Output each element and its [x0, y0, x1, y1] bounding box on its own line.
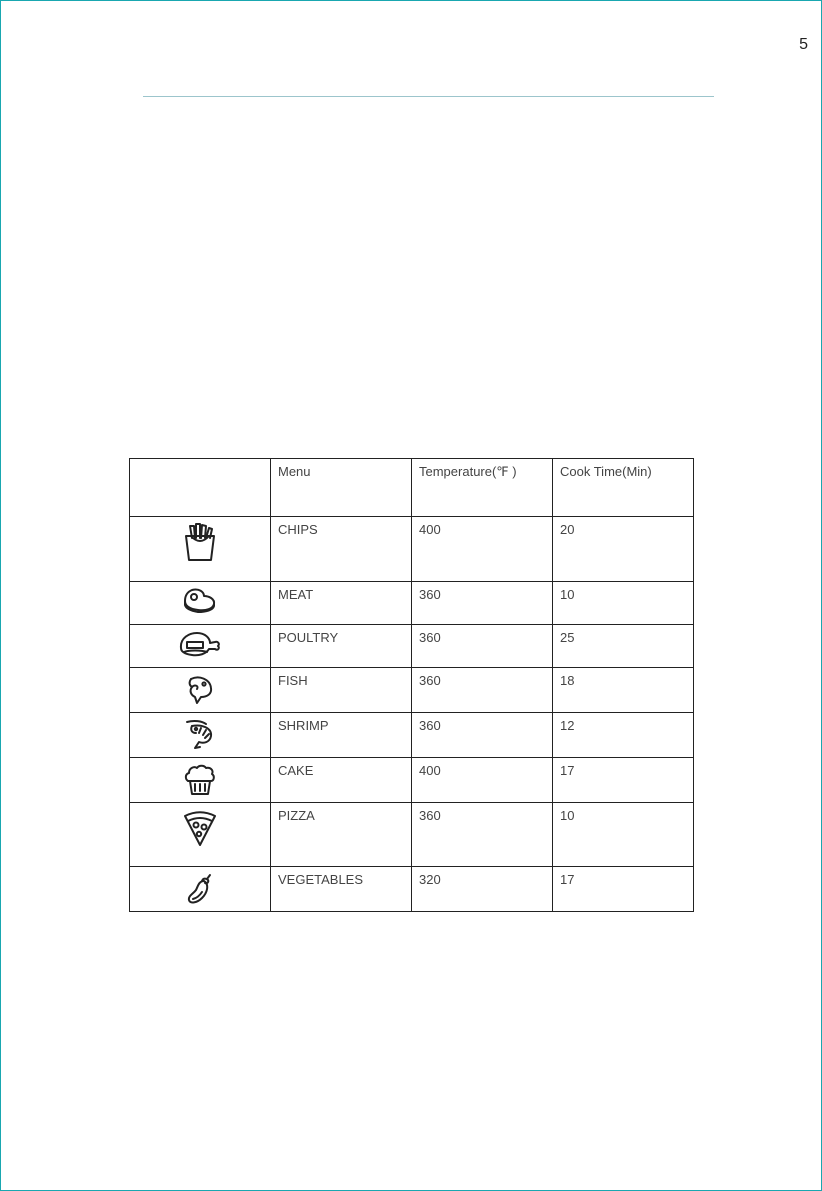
icon-cell	[130, 517, 271, 582]
eggplant-icon	[185, 872, 215, 906]
menu-cell: CAKE	[271, 758, 412, 803]
icon-cell	[130, 713, 271, 758]
page-number: 5	[799, 36, 808, 53]
table-row	[130, 668, 694, 713]
time-cell: 25	[553, 625, 694, 668]
fish-icon	[185, 673, 215, 707]
header-rule	[143, 96, 714, 97]
menu-cell: FISH	[271, 668, 412, 713]
menu-cell: VEGETABLES	[271, 867, 412, 912]
temperature-cell: 400	[412, 517, 553, 582]
table-row	[130, 758, 694, 803]
menu-cell: CHIPS	[271, 517, 412, 582]
header-menu: Menu	[271, 459, 412, 517]
temperature-cell: 360	[412, 803, 553, 867]
french-fries-icon	[183, 522, 217, 562]
table-row	[130, 625, 694, 668]
table-row	[130, 517, 694, 582]
table-row	[130, 713, 694, 758]
shrimp-icon	[184, 718, 216, 752]
icon-cell	[130, 867, 271, 912]
temperature-cell: 400	[412, 758, 553, 803]
time-cell: 10	[553, 582, 694, 625]
time-cell: 17	[553, 867, 694, 912]
menu-cell: PIZZA	[271, 803, 412, 867]
temperature-cell: 360	[412, 713, 553, 758]
icon-cell	[130, 625, 271, 668]
menu-cell: SHRIMP	[271, 713, 412, 758]
icon-cell	[130, 758, 271, 803]
menu-cell: MEAT	[271, 582, 412, 625]
icon-cell	[130, 582, 271, 625]
steak-icon	[182, 587, 218, 613]
temperature-cell: 360	[412, 582, 553, 625]
time-cell: 18	[553, 668, 694, 713]
temperature-cell: 360	[412, 625, 553, 668]
roast-chicken-icon	[177, 630, 223, 658]
time-cell: 20	[553, 517, 694, 582]
cupcake-icon	[183, 763, 217, 797]
table-row	[130, 803, 694, 867]
header-icon-column	[130, 459, 271, 517]
header-temperature: Temperature(℉ )	[412, 459, 553, 517]
temperature-cell: 320	[412, 867, 553, 912]
table-header-row	[130, 459, 694, 517]
time-cell: 12	[553, 713, 694, 758]
menu-cell: POULTRY	[271, 625, 412, 668]
time-cell: 17	[553, 758, 694, 803]
header-cook-time: Cook Time(Min)	[553, 459, 694, 517]
icon-cell	[130, 668, 271, 713]
table-row	[130, 867, 694, 912]
temperature-cell: 360	[412, 668, 553, 713]
cooking-guide-table	[129, 458, 694, 912]
time-cell: 10	[553, 803, 694, 867]
pizza-slice-icon	[182, 808, 218, 848]
icon-cell	[130, 803, 271, 867]
table-row	[130, 582, 694, 625]
